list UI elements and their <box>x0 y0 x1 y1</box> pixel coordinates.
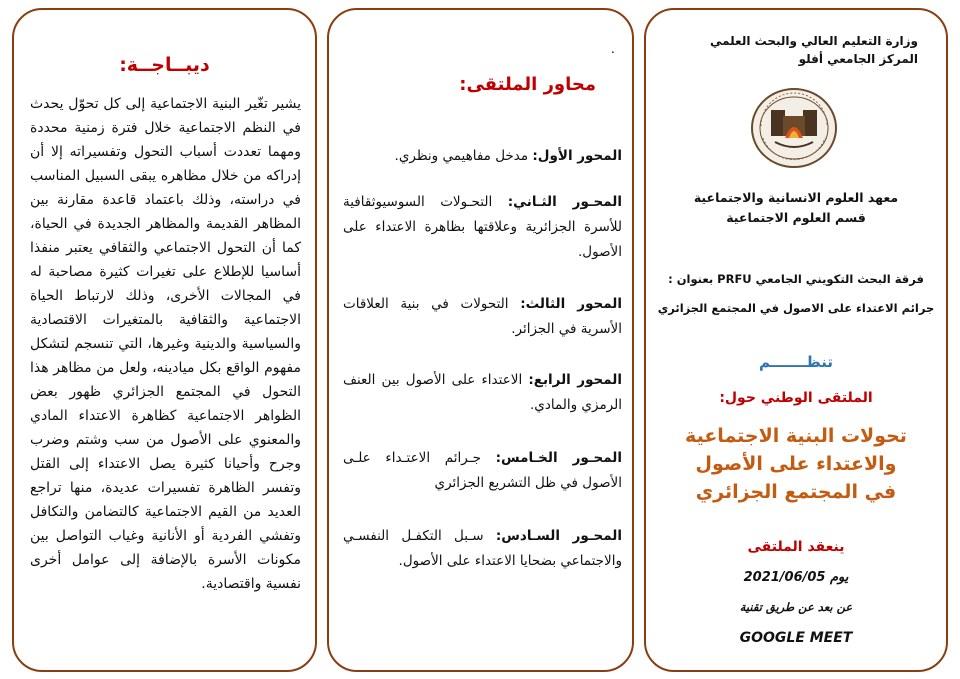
axis-text: الاعتداء على الأصول بين العنف الرمزي والمادي. <box>343 372 622 413</box>
axis-label: المحـور الثـاني: <box>507 194 622 210</box>
preamble-title: ديبــاجــة: <box>119 54 210 76</box>
institute-name: معهد العلوم الانسانية والاجتماعية <box>693 190 899 205</box>
axis-item <box>343 144 622 169</box>
event-date <box>646 570 946 585</box>
university-logo-icon <box>749 86 839 170</box>
axis-item <box>343 524 622 574</box>
stray-dot: . <box>611 42 615 56</box>
department-name: قسم العلوم الاجتماعية <box>726 210 866 225</box>
axis-text: جـرائم الاعتـداء علـى الأصول في ظل التشريع الجزائري <box>343 450 622 491</box>
date-value: 2021/06/05 <box>743 570 826 585</box>
axis-item <box>343 368 622 418</box>
forum-title-line: والاعتداء على الأصول <box>695 453 897 475</box>
platform-name: GOOGLE MEET <box>739 630 853 646</box>
organizes-label: تنظـــــــم <box>758 353 834 371</box>
axis-text: التحـولات السوسيوثقافية للأسرة الجزائرية وعلاقتها بظاهرة الاعتداء على الأصول. <box>343 194 622 260</box>
institute-block <box>646 188 946 228</box>
axis-label: المحور الأول: <box>532 148 622 164</box>
axis-label: المحور الثالث: <box>520 296 623 312</box>
cover-panel <box>644 8 948 672</box>
axis-item <box>343 292 622 342</box>
forum-title-line: في المجتمع الجزائري <box>695 481 897 503</box>
forum-label: الملتقى الوطني حول: <box>719 390 873 406</box>
ministry-header <box>646 32 918 68</box>
axes-title: محاور الملتقى: <box>459 74 596 95</box>
preamble-text: يشير تغّير البنية الاجتماعية إلى كل تحوّل يحدث في النظم الاجتماعية خلال فترة زمنية محددة ومهما تعددت أسباب التحول وتفسيراته إلا أن إدراكه من خلال مظاهره يبقى السبيل المناسب في دراسته، وذلك باعتماد قاعدة مقارنة بين المظاهر القديمة والمظاهر الجديدة في الحياة، كما أن التحول الاجتماعي والثقافي يعتبر منفذا أساسيا للإطلاع على تغيرات كثيرة مصاحبة له في المجالات الأخرى، وذلك لارتباط الحياة الاجتماعية والثقافية بالمتغيرات الاقتصادية والسياسية والدينية وغيرها، التي تنسجم لتشكل مفهوم الواقع بكل ميادينه، ولعل من مظاهر هذا التحول في المجتمع الجزائري ظهور بعض الظواهر الاجتماعية كظاهرة الاعتداء المادي والمعنوي على الأصول من سب وشتم وضرب وجرح وأحيانا كثيرة يصل الاعتداء إلى القتل وتفسر الظاهرة تفسيرات عديدة، منها تراجع العديد من القيم الاجتماعية كالتضامن والتكافل وتفشي الفردية أو الأنانية وغياب التواصل بين مكونات الأسرة بالإضافة إلى عوامل أخرى نفسية واقتصادية. <box>30 96 301 592</box>
held-label: ينعقد الملتقى <box>747 539 845 555</box>
axis-text: التحولات في بنية العلاقات الأسرية في الجزائر. <box>343 296 622 337</box>
axis-label: المحور الرابع: <box>528 372 623 388</box>
axis-text: مدخل مفاهيمي ونظري. <box>394 148 529 164</box>
axis-item <box>343 190 622 265</box>
axis-label: المحـور السـادس: <box>495 528 622 544</box>
remote-label: عن بعد عن طريق تقنية <box>739 600 853 614</box>
axis-text: سـبل التكفـل النفسـي والاجتماعي بضحايا الاعتداء على الأصول. <box>343 528 622 569</box>
axes-panel <box>327 8 634 672</box>
day-label: يوم <box>830 570 849 585</box>
axis-item <box>343 446 622 496</box>
preamble-panel <box>12 8 317 672</box>
forum-title-line: تحولات البنية الاجتماعية <box>685 425 907 447</box>
forum-title <box>646 422 946 506</box>
axis-label: المحـور الخـامس: <box>495 450 622 466</box>
research-team: فرقة البحث التكويني الجامعي PRFU بعنوان : <box>668 272 924 286</box>
research-title: جرائم الاعتداء على الاصول في المجتمع الجزائري <box>657 301 935 315</box>
university-center-name: المركز الجامعي أفلو <box>798 52 918 66</box>
ministry-name: وزارة التعليم العالي والبحث العلمي <box>709 34 918 48</box>
